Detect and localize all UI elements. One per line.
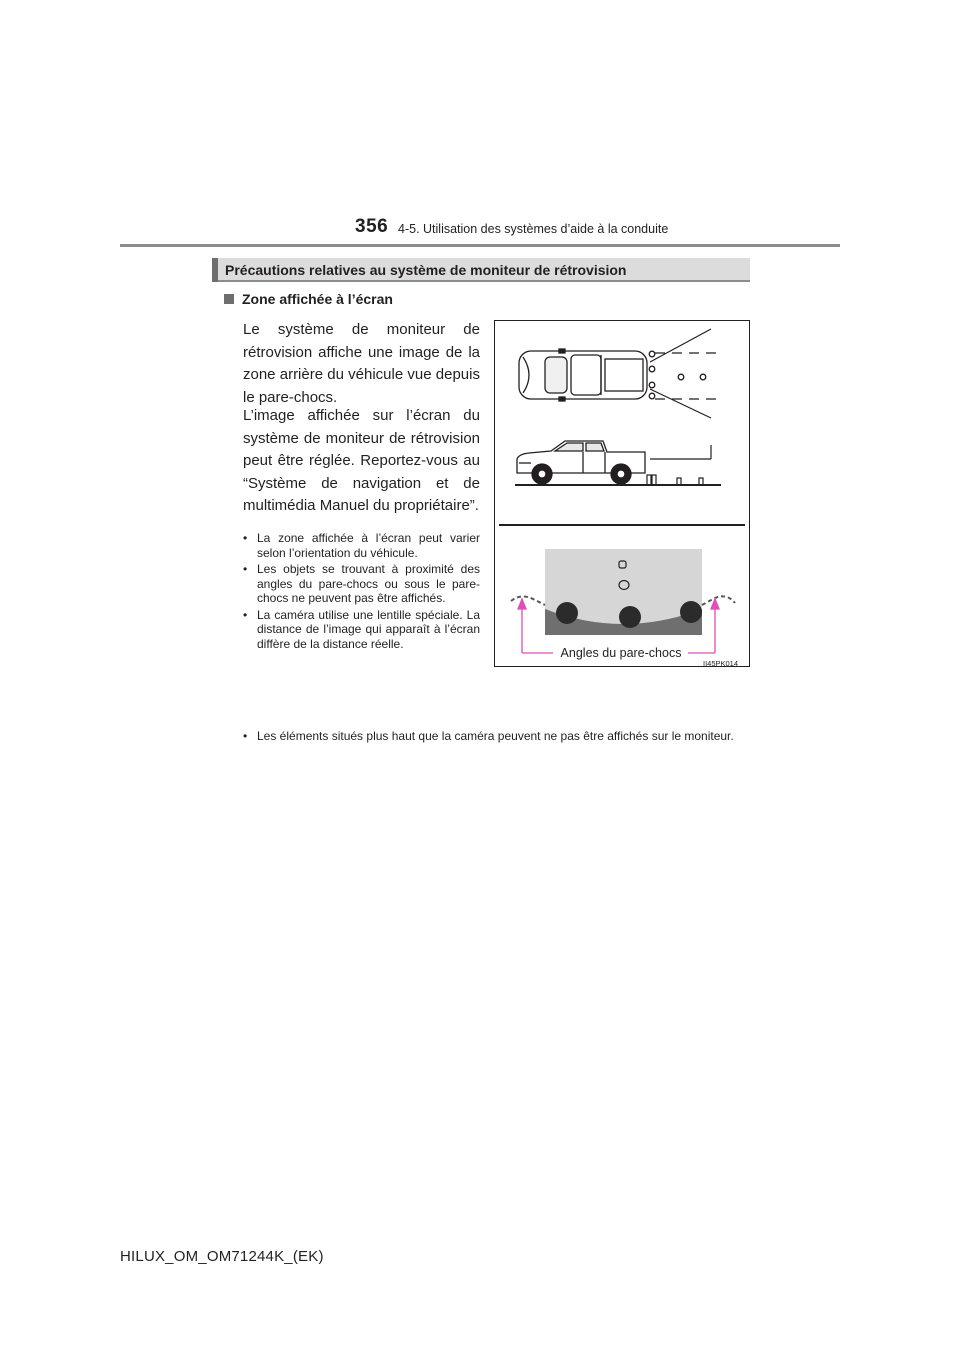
camera-illustration: [495, 321, 751, 668]
wide-note: [243, 729, 762, 744]
page-number: 356: [355, 216, 389, 237]
bullet-dot: •: [243, 607, 248, 622]
subheading: [224, 291, 393, 307]
bullet-dot: •: [243, 729, 248, 743]
truck-side-view-icon: [517, 441, 645, 484]
view-cone-lines: [650, 329, 717, 418]
subheading-text: Zone affichée à l’écran: [242, 291, 393, 307]
square-bullet-icon: [224, 294, 234, 304]
banner-accent-bar: [212, 258, 218, 282]
paragraph-2: L’image affichée sur l’écran du système de moniteur de rétrovision peut être réglée. Reportez-vous au “Système de navigation et de multimédia Manuel du propriétaire”.: [243, 407, 480, 514]
truck-top-view-icon: [519, 349, 706, 401]
note-item: [243, 531, 480, 560]
banner-title: Précautions relatives au système de moniteur de rétrovision: [225, 262, 627, 278]
section-title: 4-5. Utilisation des systèmes d’aide à la conduite: [398, 222, 669, 236]
paragraph-1: Le système de moniteur de rétrovision affiche une image de la zone arrière du véhicule vue depuis le pare-chocs.: [243, 321, 480, 406]
figure-code: II45PK014: [703, 659, 739, 668]
bullet-dot: •: [243, 562, 248, 576]
note-text: Les objets se trouvant à proximité des angles du pare-chocs ou sous le pare-chocs ne peuvent pas être affichés.: [257, 562, 480, 605]
bullet-dot: •: [243, 531, 248, 545]
header-rule: [120, 244, 840, 247]
camera-screen-view: [511, 549, 735, 635]
footer-doc-code: HILUX_OM_OM71244K_(EK): [120, 1248, 324, 1265]
wide-note-text: Les éléments situés plus haut que la caméra peuvent ne pas être affichés sur le moniteur.: [257, 729, 734, 743]
note-item: [243, 562, 480, 606]
note-text: La zone affichée à l’écran peut varier selon l’orientation du véhicule.: [257, 531, 480, 560]
camera-figure: [494, 320, 750, 667]
notes-list: [243, 531, 480, 653]
callout-label: Angles du pare-chocs: [560, 646, 682, 660]
note-text: La caméra utilise une lentille spéciale. La distance de l’image qui apparaît à l’écran diffère de la distance réelle.: [257, 607, 480, 651]
section-banner: [212, 258, 750, 282]
note-item: [243, 608, 480, 652]
